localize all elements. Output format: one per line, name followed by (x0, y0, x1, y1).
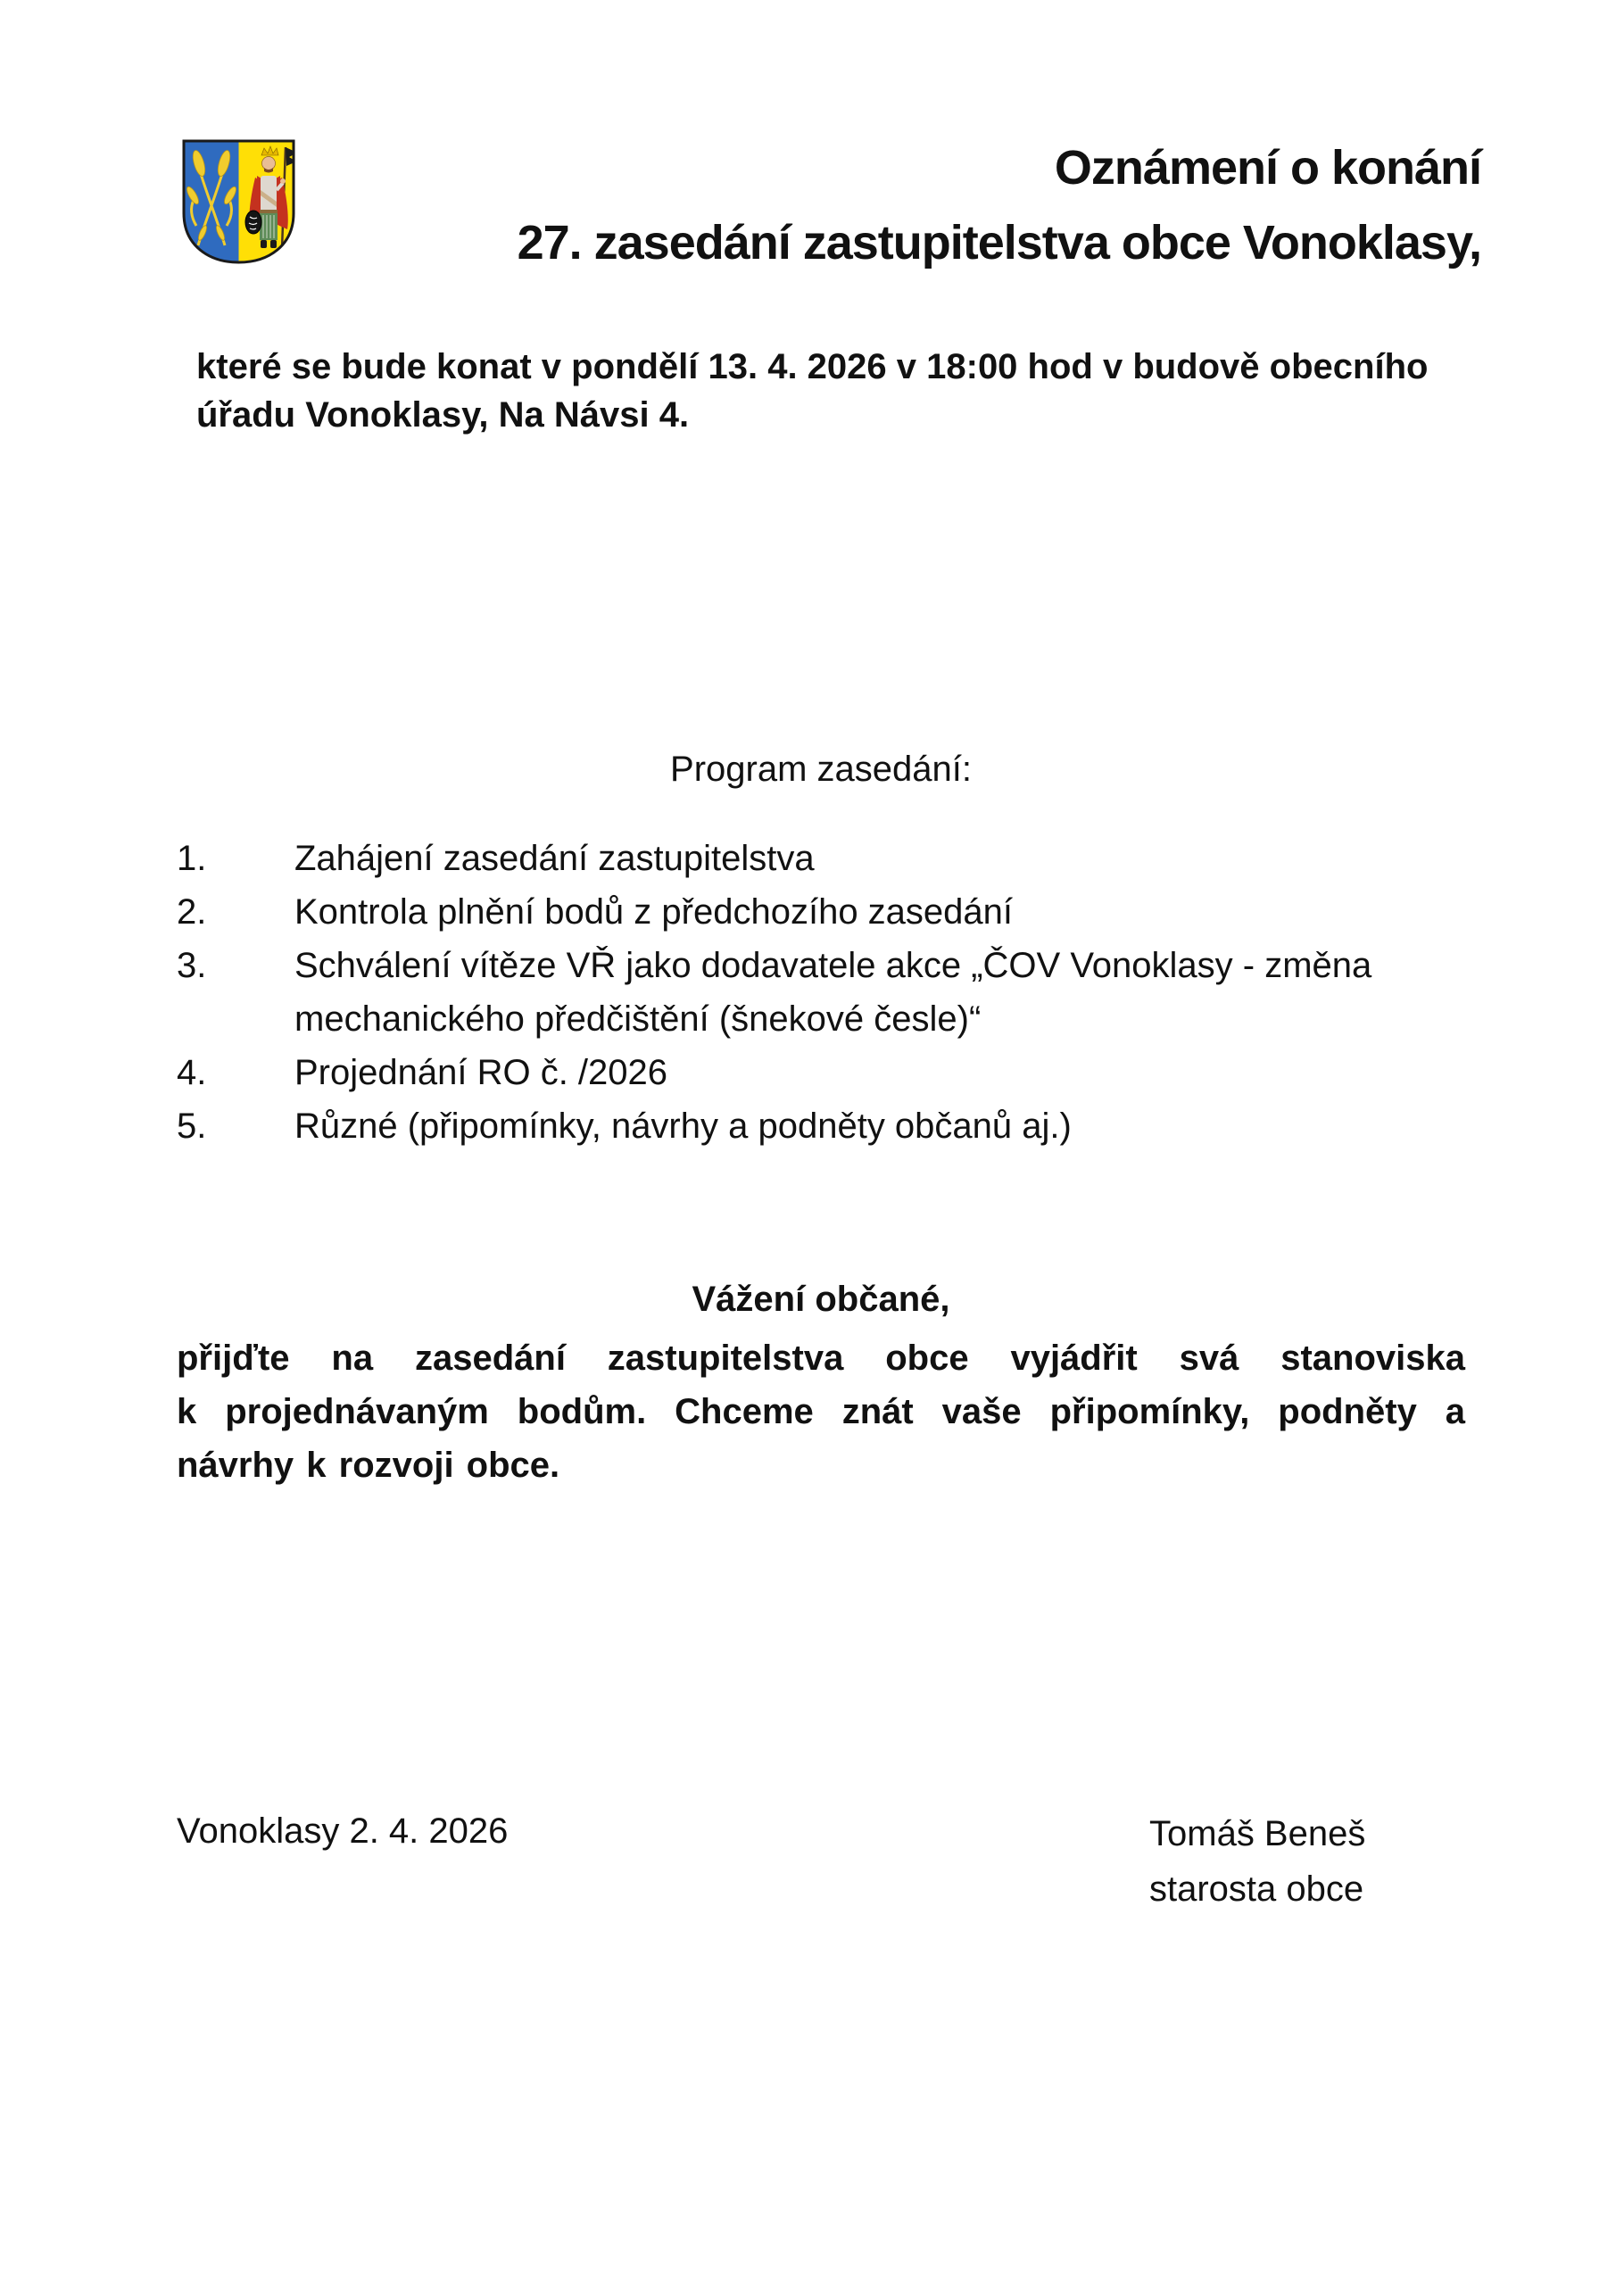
signature-block (1149, 1806, 1365, 1917)
appeal-paragraph: přijďte na zasedání zastupitelstva obce vyjádřit svá stanoviska k projednávaným bodům. Chceme znát vaše připomínky, podněty a návrhy k rozvoji obce. (177, 1339, 1465, 1485)
program-item-text: Zahájení zasedání zastupitelstva (294, 839, 815, 878)
program-item-number: 1. (177, 839, 207, 878)
program-item-text: Projednání RO č. /2026 (294, 1053, 668, 1092)
program-item-text: Kontrola plnění bodů z předchozího zasedání (294, 892, 1014, 932)
program-item-number: 4. (177, 1053, 207, 1092)
program-item-text: Schválení vítěze VŘ jako dodavatele akce „ČOV Vonoklasy - změna mechanického předčištění (šnekové česle)“ (294, 946, 1372, 1039)
document-title-line2: 27. zasedání zastupitelstva obce Vonoklasy, (517, 216, 1481, 269)
program-list (177, 832, 1465, 1153)
meeting-date-paragraph: které se bude konat v pondělí 13. 4. 2026 v 18:00 hod v budově obecního úřadu Vonoklasy, Na Návsi 4. (196, 347, 1429, 435)
document-title-line1: Oznámení o konání (1054, 141, 1481, 195)
program-item (177, 1099, 1465, 1153)
appeal-salutation: Vážení občané, (692, 1280, 950, 1319)
program-item (177, 832, 1465, 885)
program-item (177, 939, 1465, 1046)
program-heading: Program zasedání: (670, 750, 972, 789)
program-item (177, 885, 1465, 939)
program-item-number: 5. (177, 1107, 207, 1146)
program-item-text: Různé (připomínky, návrhy a podněty občanů aj.) (294, 1107, 1072, 1146)
place-and-date: Vonoklasy 2. 4. 2026 (177, 1811, 509, 1851)
program-item (177, 1046, 1465, 1099)
document-title (178, 130, 1481, 280)
program-item-number: 3. (177, 946, 207, 985)
signer-role: starosta obce (1149, 1869, 1364, 1909)
signer-name: Tomáš Beneš (1149, 1814, 1366, 1853)
program-item-number: 2. (177, 892, 207, 932)
